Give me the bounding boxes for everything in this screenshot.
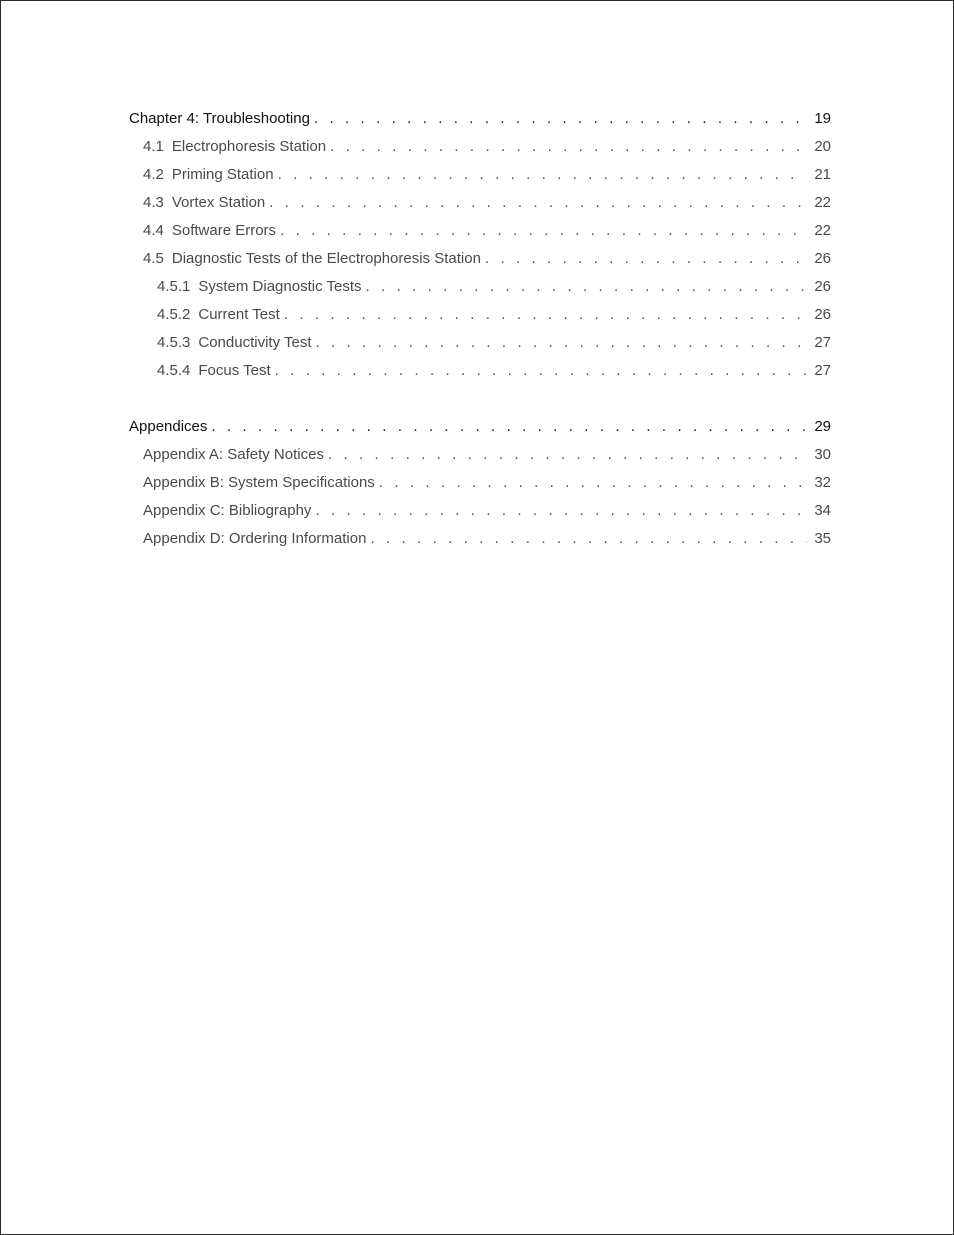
toc-entry-title: Appendix B: System Specifications (143, 474, 375, 491)
dot-leader (269, 193, 807, 213)
section-number: 4.3 (143, 194, 164, 211)
section-number: 4.2 (143, 166, 164, 183)
dot-leader (211, 417, 807, 437)
dot-leader (366, 277, 808, 297)
dot-leader (379, 473, 807, 493)
toc-entry-appendix[interactable] (129, 445, 831, 473)
dot-leader (275, 361, 807, 381)
dot-leader (284, 305, 807, 325)
toc-page-number: 21 (814, 166, 831, 183)
toc-entry-title: Electrophoresis Station (171, 138, 327, 155)
section-number: 4.4 (143, 222, 164, 239)
dot-leader (328, 445, 807, 465)
toc-entry-subsection[interactable] (129, 305, 831, 333)
toc-entry-subsection[interactable] (129, 333, 831, 361)
section-number: 4.5.4 (157, 362, 191, 379)
toc-entry-title: Appendix A: Safety Notices (143, 446, 324, 463)
dot-leader (315, 501, 807, 521)
toc-page-number: 30 (814, 446, 831, 463)
dot-leader (315, 333, 807, 353)
section-spacer (129, 389, 831, 417)
toc-page-number: 19 (814, 110, 831, 127)
toc-page-number: 22 (814, 194, 831, 211)
toc-entry-title: Diagnostic Tests of the Electrophoresis Station (171, 250, 481, 267)
toc-entry-title: Vortex Station (171, 194, 266, 211)
toc-entry-section[interactable] (129, 165, 831, 193)
toc-entry-appendix[interactable] (129, 473, 831, 501)
toc-page-number: 20 (814, 138, 831, 155)
toc-page-number: 27 (814, 362, 831, 379)
section-number: 4.5.2 (157, 306, 191, 323)
section-number: 4.5.1 (157, 278, 191, 295)
toc-page-number: 34 (814, 502, 831, 519)
toc-entry-appendix[interactable] (129, 501, 831, 529)
toc-page-number: 26 (814, 250, 831, 267)
toc-page-number: 32 (814, 474, 831, 491)
toc-entry-section[interactable] (129, 193, 831, 221)
dot-leader (314, 109, 807, 129)
toc-entry-title: Conductivity Test (198, 334, 312, 351)
section-number: 4.5 (143, 250, 164, 267)
toc-entry-title: Software Errors (171, 222, 277, 239)
table-of-contents (129, 109, 831, 557)
section-number: 4.5.3 (157, 334, 191, 351)
toc-page-number: 26 (814, 278, 831, 295)
toc-page-number: 22 (814, 222, 831, 239)
toc-page-number: 29 (814, 418, 831, 435)
section-number: 4.1 (143, 138, 164, 155)
toc-page-number: 27 (814, 334, 831, 351)
toc-entry-title: Chapter 4: Troubleshooting (129, 110, 310, 127)
toc-entry-title: Appendices (129, 418, 208, 435)
toc-entry-title: Appendix D: Ordering Information (143, 530, 367, 547)
dot-leader (278, 165, 807, 185)
dot-leader (485, 249, 807, 269)
toc-entry-title: Current Test (198, 306, 280, 323)
toc-entry-section[interactable] (129, 221, 831, 249)
dot-leader (370, 529, 807, 549)
dot-leader (280, 221, 807, 241)
toc-entry-chapter-4[interactable] (129, 109, 831, 137)
toc-entry-title: Appendix C: Bibliography (143, 502, 312, 519)
toc-entry-title: System Diagnostic Tests (198, 278, 362, 295)
toc-entry-title: Priming Station (171, 166, 274, 183)
dot-leader (330, 137, 807, 157)
toc-entry-appendices[interactable] (129, 417, 831, 445)
toc-entry-subsection[interactable] (129, 277, 831, 305)
toc-page-number: 26 (814, 306, 831, 323)
toc-entry-appendix[interactable] (129, 529, 831, 557)
toc-page-number: 35 (814, 530, 831, 547)
toc-entry-section[interactable] (129, 249, 831, 277)
toc-entry-subsection[interactable] (129, 361, 831, 389)
toc-entry-title: Focus Test (198, 362, 271, 379)
toc-entry-section[interactable] (129, 137, 831, 165)
